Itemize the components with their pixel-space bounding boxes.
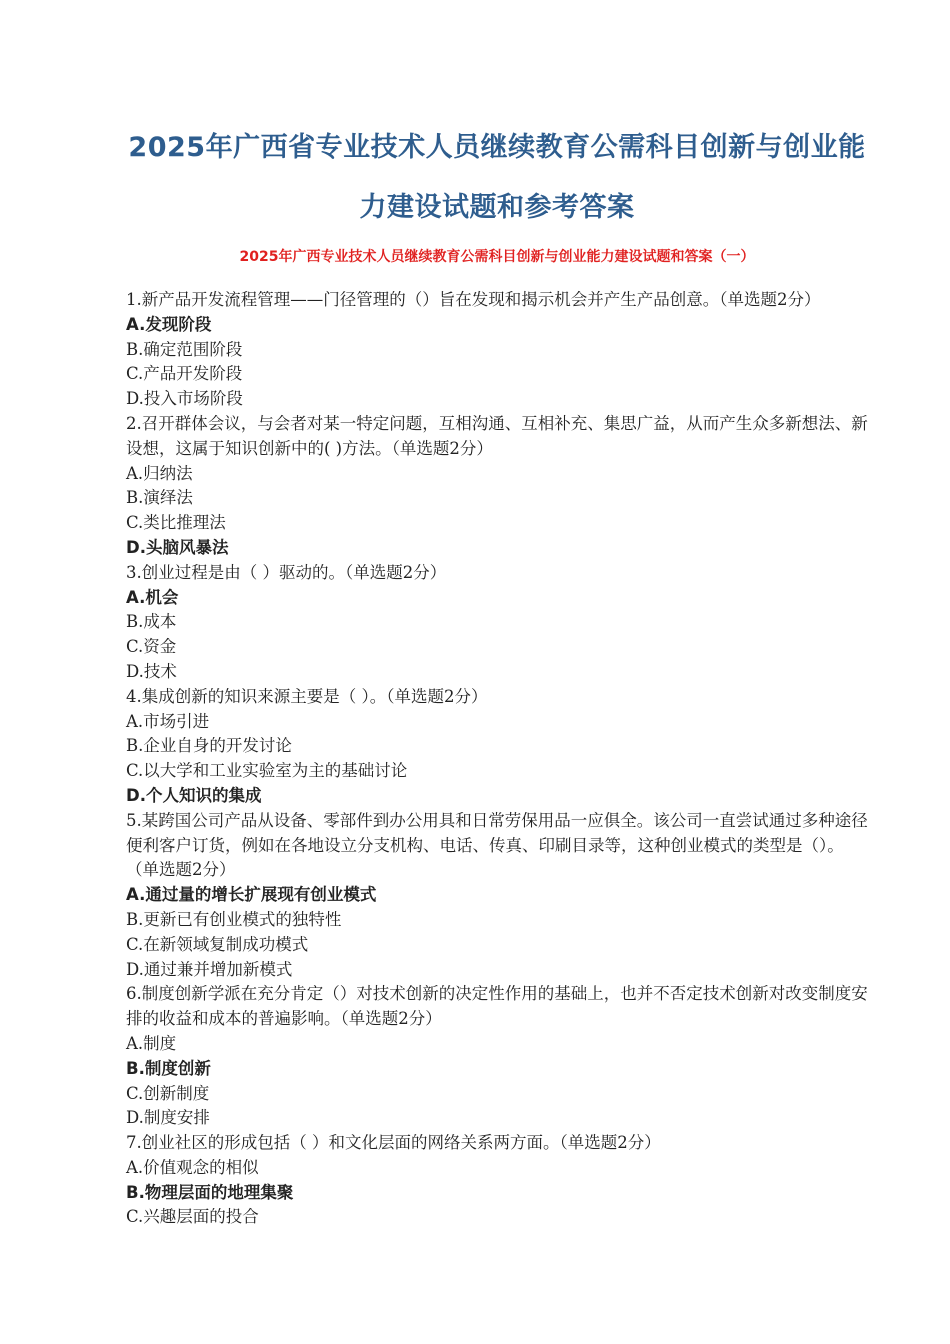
question-list (126, 288, 868, 1230)
question-1 (126, 288, 868, 412)
answer-option: B.演绎法 (126, 488, 193, 508)
answer-option: B.企业自身的开发讨论 (126, 736, 292, 756)
answer-option: C.产品开发阶段 (126, 364, 243, 384)
answer-option: A.价值观念的相似 (126, 1157, 259, 1177)
answer-option: D.通过兼并增加新模式 (126, 959, 293, 979)
question-3 (126, 561, 868, 685)
question-text: 4.集成创新的知识来源主要是（ ）。（单选题2分） (126, 686, 488, 706)
correct-answer-option: D.头脑风暴法 (126, 537, 229, 557)
question-text: 5.某跨国公司产品从设备、零部件到办公用具和日常劳保用品一应俱全。该公司一直尝试通过多种途径便利客户订货，例如在各地设立分支机构、电话、传真、印刷目录等，这种创业模式的类型是（）。（单选题2分） (126, 810, 868, 880)
question-7 (126, 1131, 868, 1230)
answer-option: C.兴趣层面的投合 (126, 1207, 259, 1227)
answer-option: C.在新领域复制成功模式 (126, 934, 309, 954)
answer-option: B.成本 (126, 612, 177, 632)
correct-answer-option: A.机会 (126, 587, 179, 607)
question-text: 7.创业社区的形成包括（ ）和文化层面的网络关系两方面。（单选题2分） (126, 1133, 661, 1153)
document-subtitle: 2025年广西专业技术人员继续教育公需科目创新与创业能力建设试题和答案（一） (239, 249, 755, 265)
correct-answer-option: B.物理层面的地理集聚 (126, 1182, 294, 1202)
document-page (126, 118, 868, 1230)
answer-option: C.资金 (126, 637, 177, 657)
answer-option: D.投入市场阶段 (126, 389, 243, 409)
correct-answer-option: D.个人知识的集成 (126, 785, 262, 805)
answer-option: C.类比推理法 (126, 513, 226, 533)
question-4 (126, 685, 868, 809)
answer-option: B.更新已有创业模式的独特性 (126, 909, 342, 929)
question-2 (126, 412, 868, 561)
answer-option: A.市场引进 (126, 711, 210, 731)
question-text: 2.召开群体会议，与会者对某一特定问题，互相沟通、互相补充、集思广益，从而产生众多新想法、新设想，这属于知识创新中的( )方法。（单选题2分） (126, 413, 868, 458)
answer-option: A.归纳法 (126, 463, 193, 483)
question-text: 1.新产品开发流程管理——门径管理的（）旨在发现和揭示机会并产生产品创意。（单选题2分） (126, 290, 821, 309)
answer-option: B.确定范围阶段 (126, 339, 243, 359)
answer-option: C.创新制度 (126, 1083, 210, 1103)
answer-option: A.制度 (126, 1033, 177, 1053)
correct-answer-option: B.制度创新 (126, 1058, 211, 1078)
answer-option: D.技术 (126, 661, 177, 681)
question-text: 3.创业过程是由（ ）驱动的。（单选题2分） (126, 562, 447, 582)
answer-option: D.制度安排 (126, 1108, 210, 1128)
question-6 (126, 982, 868, 1131)
correct-answer-option: A.通过量的增长扩展现有创业模式 (126, 885, 377, 905)
correct-answer-option: A.发现阶段 (126, 314, 212, 334)
question-text: 6.制度创新学派在充分肯定（）对技术创新的决定性作用的基础上，也并不否定技术创新对改变制度安排的收益和成本的普遍影响。（单选题2分） (126, 984, 868, 1029)
document-title: 2025年广西省专业技术人员继续教育公需科目创新与创业能力建设试题和参考答案 (128, 132, 866, 223)
answer-option: C.以大学和工业实验室为主的基础讨论 (126, 761, 408, 781)
question-5 (126, 809, 868, 983)
